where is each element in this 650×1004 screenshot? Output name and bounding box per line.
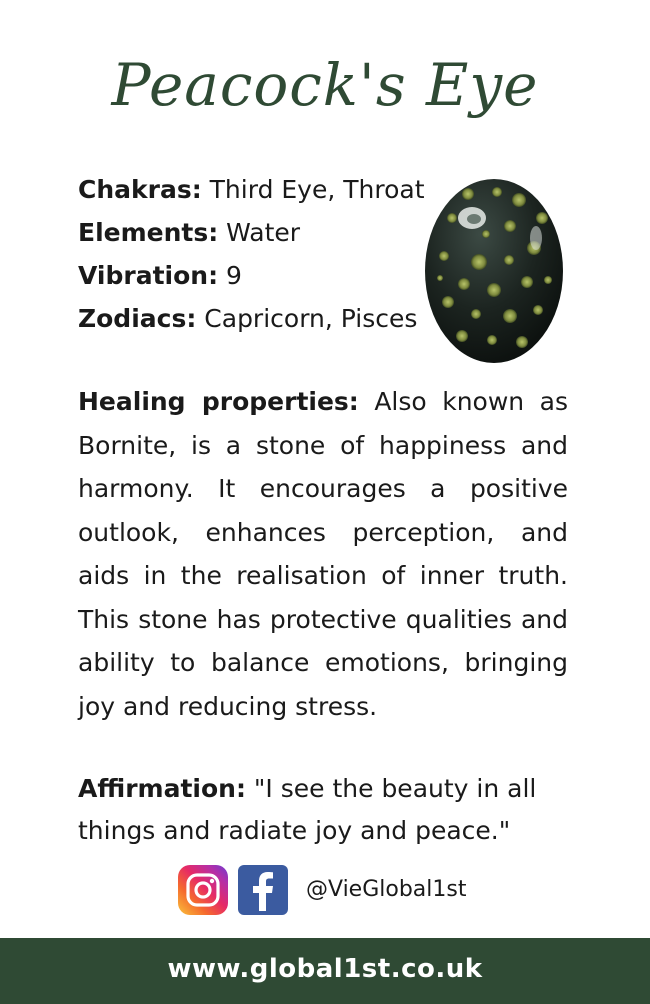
chakras-label: Chakras: [78, 175, 202, 204]
zodiacs-line [78, 297, 418, 340]
healing-properties [78, 380, 568, 728]
elements-line [78, 211, 418, 254]
vibration-value: 9 [218, 261, 242, 290]
facebook-icon[interactable] [238, 865, 288, 915]
social-handle[interactable]: @VieGlobal1st [306, 877, 467, 902]
chakras-value: Third Eye, Throat [201, 175, 425, 204]
chakras-line [78, 168, 425, 211]
website-link[interactable]: www.global1st.co.uk [167, 954, 483, 984]
healing-label: Healing properties: [78, 387, 359, 416]
elements-label: Elements: [78, 218, 219, 247]
affirmation-text: "I see the beauty in all things and radiate joy and peace." [78, 774, 537, 845]
zodiacs-label: Zodiacs: [78, 304, 197, 333]
social-links [178, 864, 466, 916]
affirmation [78, 768, 558, 852]
affirmation-label: Affirmation: [78, 774, 246, 803]
page-title: Peacock's Eye [111, 51, 539, 119]
footer-bar [0, 938, 650, 1004]
elements-value: Water [218, 218, 301, 247]
stone-facts [78, 168, 425, 340]
vibration-label: Vibration: [78, 261, 219, 290]
stone-image [424, 178, 564, 364]
zodiacs-value: Capricorn, Pisces [196, 304, 418, 333]
healing-text: Also known as Bornite, is a stone of happiness and harmony. It encourages a positive outlook, enhances perception, and aids in the realisation of inner truth. This stone has protective qualities and ability to balance emotions, bringing joy and reducing stress. [78, 387, 568, 721]
vibration-line [78, 254, 418, 297]
instagram-icon[interactable] [178, 865, 228, 915]
